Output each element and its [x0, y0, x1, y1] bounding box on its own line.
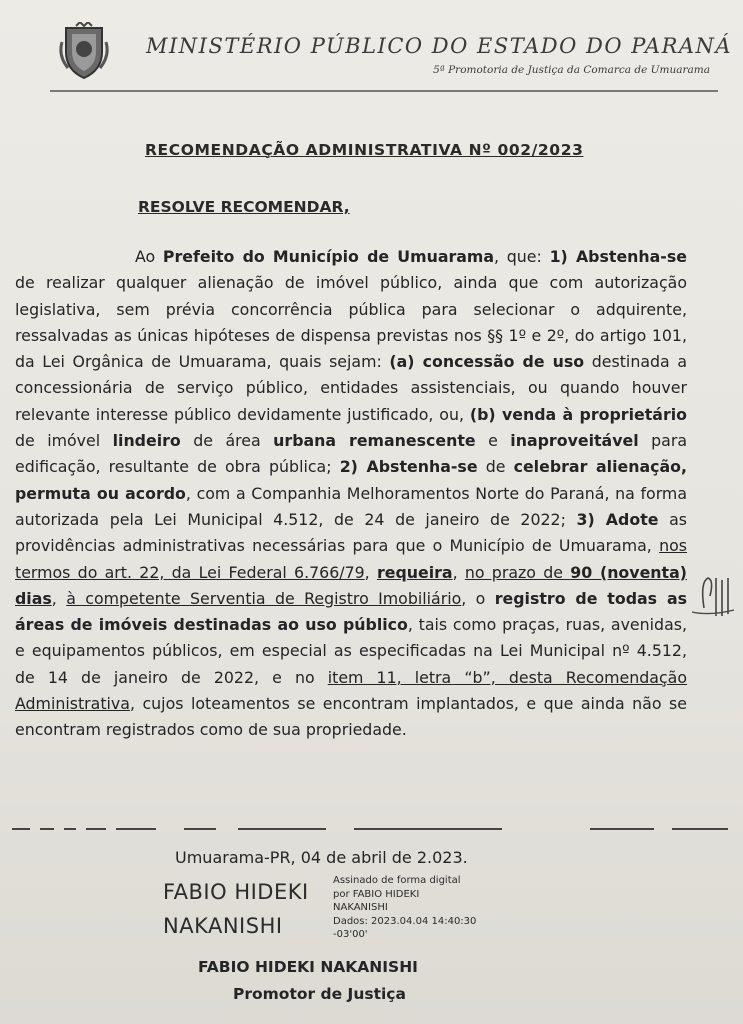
body-text-run: , cujos loteamentos se encontram implantados, e que ainda não se encontram registrados como de sua propriedade.	[15, 694, 687, 740]
body-text-run: ,	[452, 562, 465, 582]
body-text-run: nos termos do art. 22, da Lei Federal 6.766/79	[15, 536, 687, 582]
body-text-run: 90 (noventa) dias	[15, 562, 687, 608]
place-and-date: Umuarama-PR, 04 de abril de 2.023.	[175, 848, 468, 867]
body-text-run: de realizar qualquer alienação de imóvel público, ainda que com autorização legislativa, sem prévia concorrência pública para selecionar o adquirente, ressalvadas as únicas hipóteses de dispensa previstas nos §§ 1º e 2º, do artigo 101, da Lei Orgânica de Umuarama, quais sejam:	[15, 273, 687, 372]
body-text-run: , que:	[494, 247, 550, 266]
resolve-heading: RESOLVE RECOMENDAR,	[138, 198, 350, 216]
body-text-run: , tais como praças, ruas, avenidas, e equipamentos públicos, em especial as especificadas na Lei Municipal nº 4.512, de 14 de janeiro de 2022, e no	[15, 615, 687, 687]
signature-name-line1: FABIO HIDEKI	[163, 880, 309, 904]
signer-role: Promotor de Justiça	[233, 985, 406, 1003]
body-text-run: requeira	[376, 562, 453, 582]
body-text-run: ,	[364, 562, 377, 582]
header-divider	[50, 90, 718, 92]
body-text-run: Ao	[135, 247, 163, 266]
letterhead	[50, 14, 733, 94]
body-text-run: Prefeito do Município de Umuarama	[162, 247, 495, 266]
recommendation-body	[15, 244, 687, 744]
signature-separator-dashes	[12, 822, 732, 834]
promotoria-name: 5ª Promotoria de Justiça da Comarca de Umuarama	[433, 64, 710, 76]
body-text-run: urbana remanescente	[273, 431, 476, 451]
body-text-run: inaproveitável	[510, 431, 639, 451]
body-text-run: , o	[461, 588, 495, 608]
signer-name: FABIO HIDEKI NAKANISHI	[198, 958, 418, 976]
body-text-run: de imóvel	[15, 431, 113, 451]
body-text-run: 2) Abstenha-se	[339, 457, 478, 477]
body-text-run: registro de todas as áreas de imóveis destinadas ao uso público	[15, 588, 688, 635]
digital-signature-note	[333, 874, 476, 942]
body-text-run: (b) venda à proprietário	[469, 404, 687, 424]
document-title: RECOMENDAÇÃO ADMINISTRATIVA Nº 002/2023	[145, 141, 584, 159]
body-text-run: à competente Serventia de Registro Imobiliário	[66, 588, 462, 608]
body-text-run: no prazo de	[464, 562, 571, 582]
body-text-run: de	[477, 457, 514, 477]
body-text-run: de área	[180, 431, 274, 451]
body-text-run: 1) Abstenha-se	[549, 247, 687, 266]
body-text-run: item 11, letra “b”, desta Recomendação Administrativa	[15, 667, 687, 714]
body-text-run: (a) concessão de uso	[389, 352, 585, 372]
digital-note-line: -03'00'	[333, 929, 368, 940]
body-text-run: para edificação, resultante de obra pública;	[15, 431, 687, 477]
ministry-name: MINISTÉRIO PÚBLICO DO ESTADO DO PARANÁ	[146, 34, 733, 58]
body-text-run: , com a Companhia Melhoramentos Norte do Paraná, na forma autorizada pela Lei Municipal 4.512, de 24 de janeiro de 2022;	[15, 483, 687, 529]
body-text-run: 3) Adote	[576, 509, 659, 529]
body-text-run: lindeiro	[112, 431, 181, 451]
digital-note-line: Assinado de forma digital	[333, 875, 461, 886]
handwritten-margin-mark	[690, 572, 736, 620]
body-text-run: as providências administrativas necessárias para que o Município de Umuarama,	[15, 509, 687, 556]
digital-note-line: Dados: 2023.04.04 14:40:30	[333, 915, 477, 927]
body-text-run: celebrar alienação, permuta ou acordo	[15, 457, 687, 503]
body-text-run: destinada a concessionária de serviço público, entidades assistenciais, ou quando houver relevante interesse público devidamente justificado, ou,	[15, 352, 688, 424]
coat-of-arms-icon	[58, 22, 110, 80]
body-text-run: e	[475, 431, 511, 451]
digital-note-line: NAKANISHI	[333, 902, 388, 913]
digital-note-line: por FABIO HIDEKI	[333, 888, 420, 900]
signature-name-line2: NAKANISHI	[163, 914, 283, 938]
body-text-run: ,	[51, 588, 67, 608]
